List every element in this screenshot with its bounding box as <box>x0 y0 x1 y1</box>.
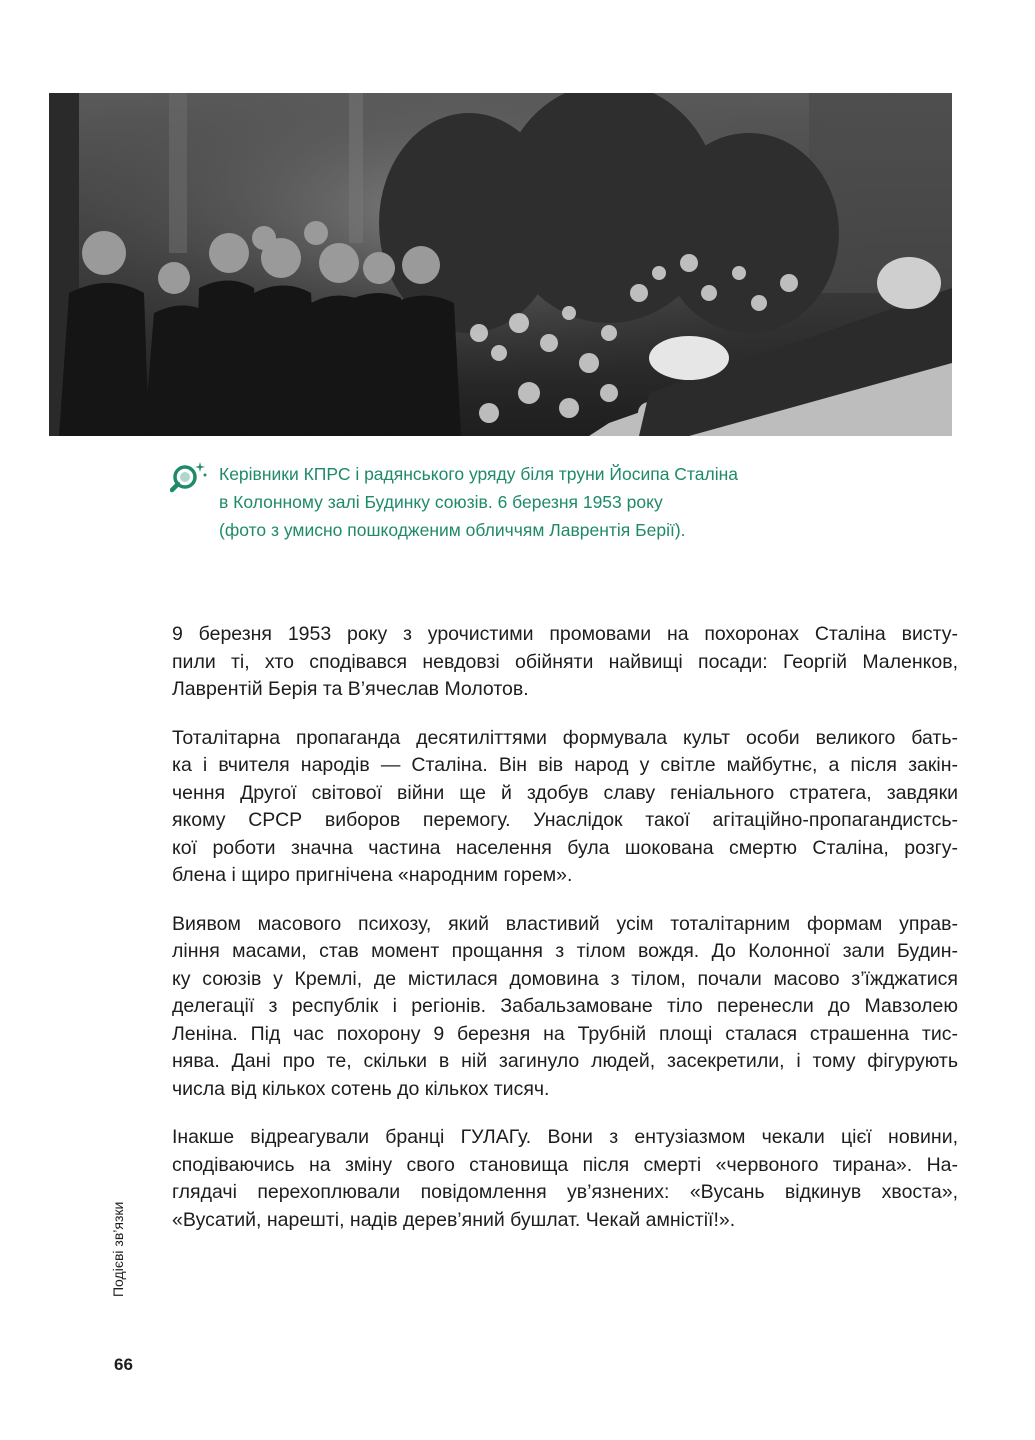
text-line: сподіваючись на зміну свого становища після смерті «червоного тирана». На- <box>172 1153 958 1176</box>
text-line: Виявом масового психозу, який властивий усім тоталітарним формам управ- <box>172 912 958 935</box>
text-line: ку союзів у Кремлі, де містилася домовина з тілом, почали масово з’їжджатися <box>172 967 958 990</box>
text-line: Лаврентій Берія та В’ячеслав Молотов. <box>172 678 529 700</box>
paragraph-2 <box>172 725 958 890</box>
text-line: кої роботи значна частина населення була шокована смертю Сталіна, розгу- <box>172 836 958 859</box>
text-line: ка і вчителя народів — Сталіна. Він вів народ у світле майбутнє, а після закін- <box>172 754 958 776</box>
text-line: чення Другої світової війни ще й здобув славу геніального стратега, завдяки <box>172 781 958 804</box>
text-line: блена і щиро пригнічена «народним горем». <box>172 864 573 886</box>
text-line: Інакше відреагували бранці ГУЛАГу. Вони з ентузіазмом чекали цієї новини, <box>172 1126 958 1148</box>
text-line: «Вусатий, нарешті, надів дерев’яний бушлат. Чекай амністії!». <box>172 1208 736 1231</box>
text-line: глядачі перехоплювали повідомлення ув’язнених: «Вусань відкинув хвоста», <box>172 1181 958 1203</box>
text-line: делегації з республік і регіонів. Забальзамоване тіло перенесли до Мавзолею <box>172 995 958 1017</box>
page-number: 66 <box>114 1355 133 1374</box>
text-line: числа від кількох сотень до кількох тисяч. <box>172 1077 550 1100</box>
article-body <box>172 621 958 1255</box>
text-line: 9 березня 1953 року з урочистими промовами на похоронах Сталіна висту- <box>172 623 958 645</box>
paragraph-3 <box>172 911 958 1104</box>
caption-line: в Колонному залі Будинку союзів. 6 березня 1953 року <box>219 492 663 512</box>
historical-photo <box>49 93 952 436</box>
text-line: нява. Дані про те, скільки в ній загинуло людей, засекретили, і тому фігурують <box>172 1050 958 1072</box>
text-line: Леніна. Під час похорону 9 березня на Трубній площі сталася страшенна тис- <box>172 1022 958 1045</box>
paragraph-1 <box>172 621 958 704</box>
photo-caption <box>219 460 859 544</box>
text-line: Тоталітарна пропаганда десятиліттями формувала культ особи великого бать- <box>172 726 958 749</box>
section-side-label: Подієві зв’язки <box>110 1201 126 1297</box>
text-line: пили ті, хто сподівався невдовзі обійняти найвищі посади: Георгій Маленков, <box>172 650 958 673</box>
text-line: ління масами, став момент прощання з тілом вождя. До Колонної зали Будин- <box>172 940 958 962</box>
search-magnifier-icon <box>170 460 210 500</box>
paragraph-4 <box>172 1124 958 1234</box>
caption-line: (фото з умисно пошкодженим обличчям Лаврентія Берії). <box>219 520 686 540</box>
caption-line: Керівники КПРС і радянського уряду біля труни Йосипа Сталіна <box>219 464 738 484</box>
photo-illustration <box>49 93 952 436</box>
text-line: якому СРСР виборов перемогу. Унаслідок такої агітаційно-пропагандистсь- <box>172 809 958 831</box>
